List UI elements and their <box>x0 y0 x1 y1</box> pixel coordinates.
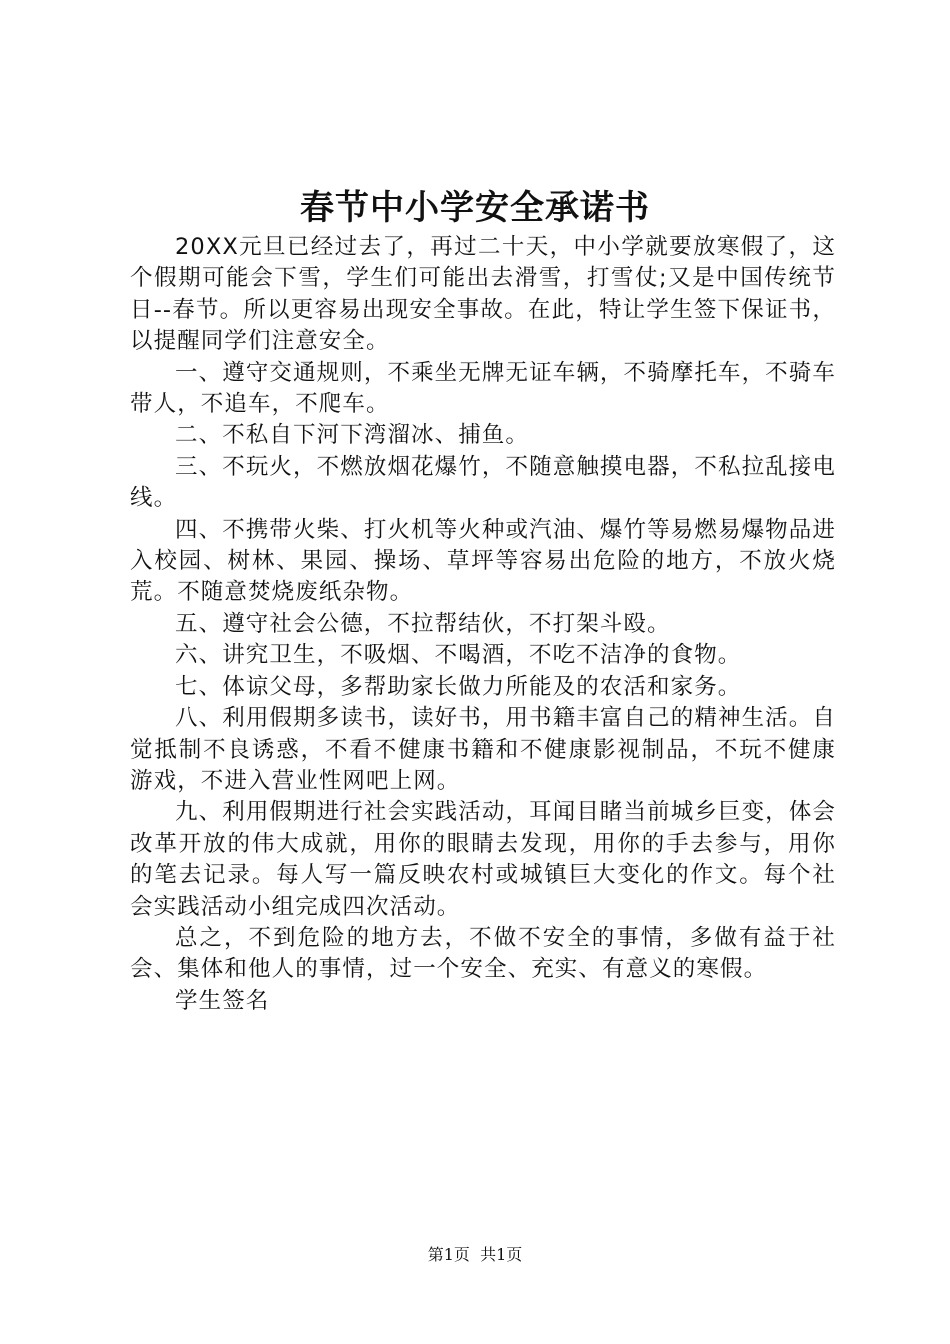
paragraph-rule-3: 三、不玩火，不燃放烟花爆竹，不随意触摸电器，不私拉乱接电线。 <box>130 453 836 512</box>
document-body <box>130 232 836 1017</box>
paragraph-rule-1: 一、遵守交通规则，不乘坐无牌无证车辆，不骑摩托车，不骑车带人，不追车，不爬车。 <box>130 359 836 418</box>
paragraph-rule-8: 八、利用假期多读书，读好书，用书籍丰富自己的精神生活。自觉抵制不良诱惑，不看不健康书籍和不健康影视制品，不玩不健康游戏，不进入营业性网吧上网。 <box>130 705 836 794</box>
signature-label: 学生签名 <box>175 987 270 1014</box>
paragraph-rule-4: 四、不携带火柴、打火机等火种或汽油、爆竹等易燃易爆物品进入校园、树林、果园、操场、草坪等容易出危险的地方，不放火烧荒。不随意焚烧废纸杂物。 <box>130 516 836 606</box>
page-footer <box>0 1243 950 1267</box>
paragraph-rule-5: 五、遵守社会公德，不拉帮结伙，不打架斗殴。 <box>175 610 671 637</box>
paragraph-rule-9: 九、利用假期进行社会实践活动，耳闻目睹当前城乡巨变，体会改革开放的伟大成就，用你的眼睛去发现，用你的手去参与，用你的笔去记录。每人写一篇反映农村或城镇巨大变化的作文。每个社会实践活动小组完成四次活动。 <box>130 799 836 920</box>
document-title: 春节中小学安全承诺书 <box>300 188 650 228</box>
paragraph-conclusion: 总之，不到危险的地方去，不做不安全的事情，多做有益于社会、集体和他人的事情，过一个安全、充实、有意义的寒假。 <box>130 924 836 983</box>
page-number-label: 第1页 共1页 <box>427 1245 523 1264</box>
paragraph-rule-2: 二、不私自下河下湾溜冰、捕鱼。 <box>175 422 530 449</box>
paragraph-rule-7: 七、体谅父母，多帮助家长做力所能及的农活和家务。 <box>175 673 742 700</box>
paragraph-rule-6: 六、讲究卫生，不吸烟、不喝酒，不吃不洁净的食物。 <box>175 642 742 669</box>
paragraph-intro: 20XX元旦已经过去了，再过二十天，中小学就要放寒假了，这个假期可能会下雪，学生们可能出去滑雪，打雪仗;又是中国传统节日--春节。所以更容易出现安全事故。在此，特让学生签下保证书，以提醒同学们注意安全。 <box>130 234 836 355</box>
